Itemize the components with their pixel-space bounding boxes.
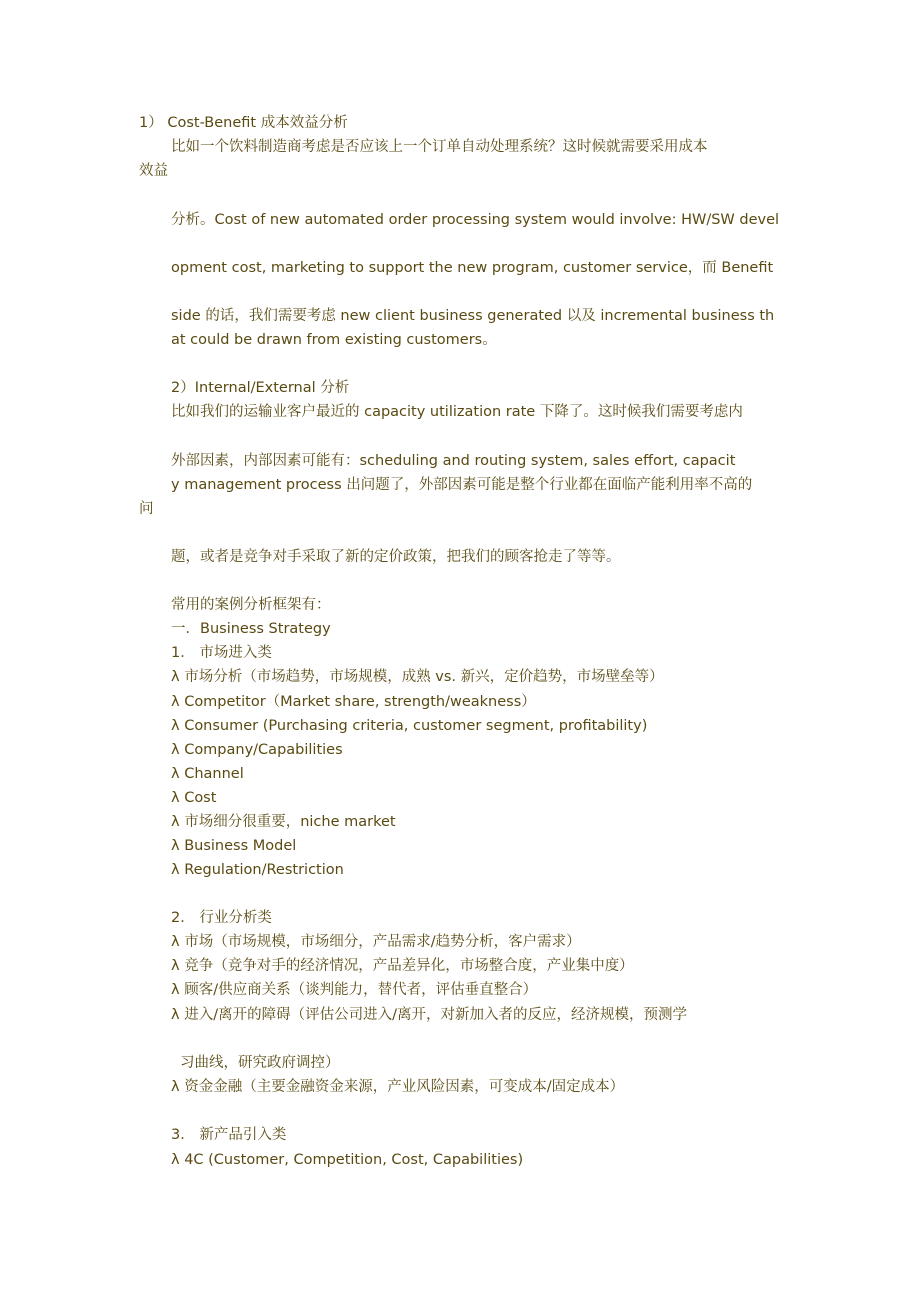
framework-heading-business-strategy: 一．Business Strategy — [171, 621, 331, 637]
list-item: λ Company/Capabilities — [171, 742, 343, 758]
paragraph-line: 比如我们的运输业客户最近的 capacity utilization rate 下降了。这时候我们需要考虑内 — [171, 404, 743, 420]
paragraph-line: 题，或者是竞争对手采取了新的定价政策，把我们的顾客抢走了等等。 — [171, 549, 621, 565]
list-item: λ 市场分析（市场趋势，市场规模，成熟 vs. 新兴，定价趋势，市场壁垒等） — [171, 669, 664, 685]
paragraph-line: 外部因素，内部因素可能有：scheduling and routing system, sales effort, capacit — [171, 453, 736, 469]
list-item-continuation: 习曲线，研究政府调控） — [180, 1055, 340, 1071]
paragraph-line: 效益 — [139, 163, 168, 179]
paragraph-line: y management process 出问题了，外部因素可能是整个行业都在面临产能利用率不高的 — [171, 477, 753, 493]
subheading-new-product: 3． 新产品引入类 — [171, 1127, 287, 1143]
list-item: λ 市场细分很重要，niche market — [171, 814, 396, 830]
list-item: λ Competitor（Market share, strength/weakness） — [171, 694, 536, 710]
paragraph-line: 比如一个饮料制造商考虑是否应该上一个订单自动处理系统？这时候就需要采用成本 — [171, 139, 708, 155]
list-item: λ 顾客/供应商关系（谈判能力，替代者，评估垂直整合） — [171, 982, 538, 998]
paragraph-line: opment cost, marketing to support the new program, customer service，而 Benefit — [171, 260, 774, 276]
list-item: λ 市场（市场规模，市场细分，产品需求/趋势分析，客户需求） — [171, 934, 581, 950]
list-item: λ Business Model — [171, 838, 297, 854]
list-item: λ Regulation/Restriction — [171, 862, 344, 878]
list-item: λ 进入/离开的障碍（评估公司进入/离开，对新加入者的反应，经济规模，预测学 — [171, 1007, 687, 1023]
section-heading-internal-external: 2）Internal/External 分析 — [171, 380, 350, 396]
list-item: λ Consumer (Purchasing criteria, customer segment, profitability) — [171, 718, 648, 734]
paragraph-line: 问 — [139, 501, 154, 517]
section-heading-cost-benefit: 1） Cost-Benefit 成本效益分析 — [139, 115, 348, 131]
list-item: λ 4C (Customer, Competition, Cost, Capabilities) — [171, 1152, 524, 1168]
frameworks-intro: 常用的案例分析框架有： — [171, 597, 331, 613]
list-item: λ Channel — [171, 766, 244, 782]
paragraph-line: side 的话，我们需要考虑 new client business generated 以及 incremental business th — [171, 308, 775, 324]
paragraph-line: at could be drawn from existing customers。 — [171, 332, 497, 348]
subheading-market-entry: 1． 市场进入类 — [171, 645, 272, 661]
list-item: λ 资金金融（主要金融资金来源，产业风险因素，可变成本/固定成本） — [171, 1079, 625, 1095]
subheading-industry-analysis: 2． 行业分析类 — [171, 910, 272, 926]
list-item: λ Cost — [171, 790, 217, 806]
list-item: λ 竞争（竞争对手的经济情况，产品差异化，市场整合度，产业集中度） — [171, 958, 634, 974]
paragraph-line: 分析。Cost of new automated order processing system would involve: HW/SW devel — [171, 212, 780, 228]
